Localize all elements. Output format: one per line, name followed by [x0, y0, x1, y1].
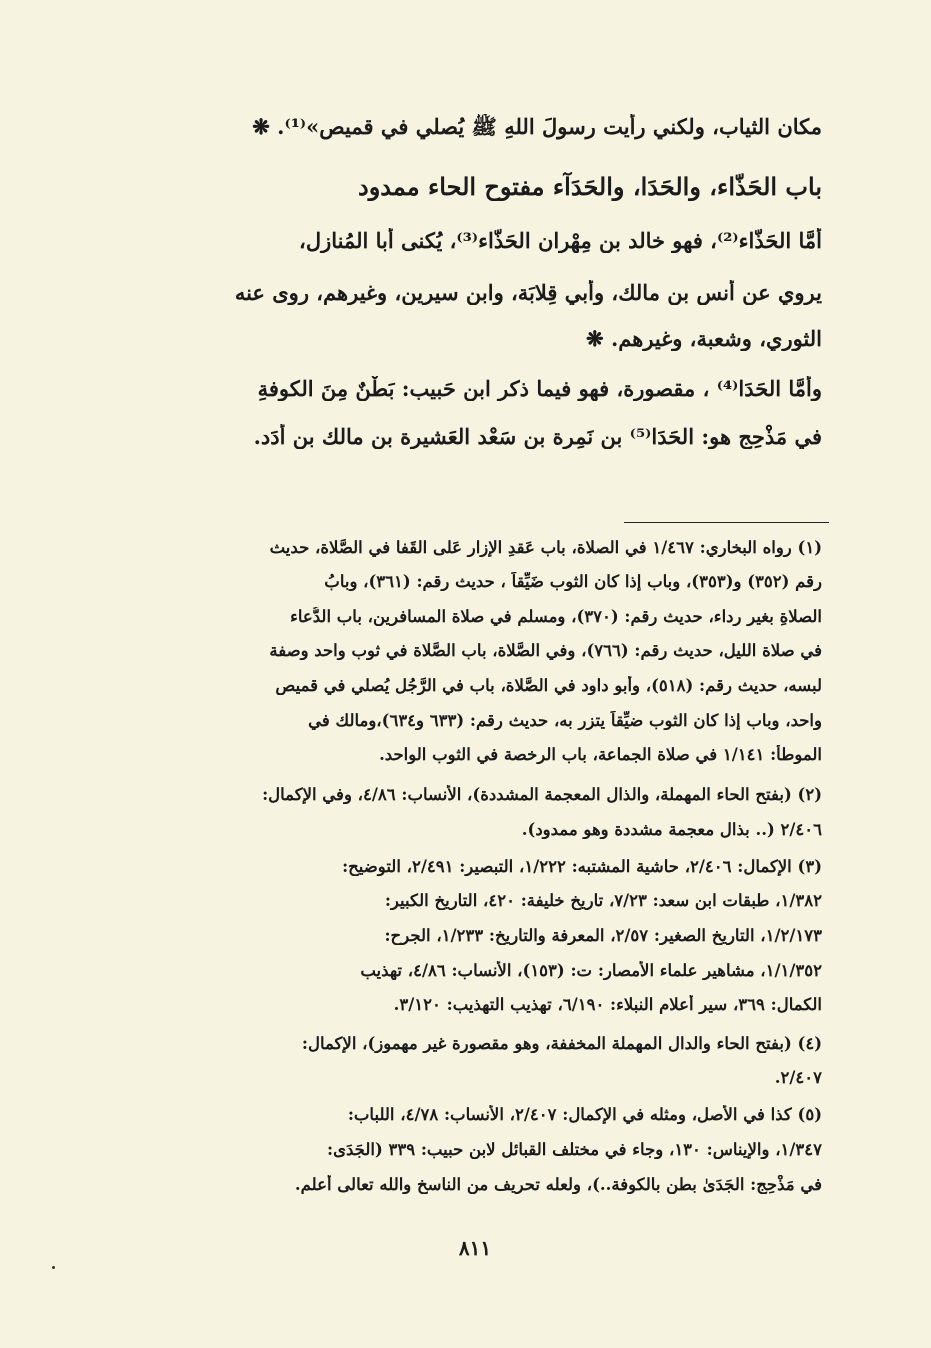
- footnote-line: (٢) (بفتح الحاء المهملة، والذال المعجمة المشددة)، الأنساب: ٤/٨٦، وفي الإكمال:: [262, 785, 822, 804]
- footnote-line: (١) رواه البخاري: ١/٤٦٧ في الصلاة، باب عَقدِ الإزار عَلى القَفا في الصَّلاة، حديث: [269, 538, 822, 557]
- footnote-line: (٣) الإكمال: ٢/٤٠٦، حاشية المشتبه: ١/٢٢٢، التبصير: ٢/٤٩١، التوضيح:: [342, 857, 822, 876]
- footnote-line: الموطأ: ١/١٤١ في صلاة الجماعة، باب الرخصة في الثوب الواحد.: [379, 745, 822, 764]
- footnote-line: رقم (٣٥٢) و(٣٥٣)، وباب إذا كان الثوب ضَيِّقاً ، حديث رقم: (٣٦١)، وبابُ: [324, 572, 822, 591]
- footnote-line: في مَذْحِج: الجَدَىٰ بطن بالكوفة..)، ولعله تحريف من الناسخ والله تعالى أعلم.: [294, 1175, 822, 1194]
- text-line: أمَّا الحَذّاء⁽²⁾، فهو خالد بن مِهْران الحَذّاء⁽³⁾، يُكنى أبا المُنازِل،: [299, 228, 822, 253]
- footnote-line: ١/٢/١٧٣، التاريخ الصغير: ٢/٥٧، المعرفة والتاريخ: ١/٢٣٣، الجرح:: [384, 926, 822, 945]
- text-line: يروي عن أنس بن مالك، وأبي قِلابَة، وابن سيرين، وغيرهم، روى عنه: [234, 280, 822, 305]
- text-line: مكان الثياب، ولكني رأيت رسولَ اللهِ ﷺ يُصلي في قميص»⁽¹⁾. ❋: [252, 114, 822, 139]
- page-speck: [52, 1266, 55, 1269]
- text-line: وأمَّا الحَدَا⁽⁴⁾ ، مقصورة، فهو فيما ذكر ابن حَبيب: بَطْنٌ مِنَ الكوفةِ: [257, 376, 822, 401]
- page-number: ٨١١: [458, 1236, 492, 1260]
- section-heading: باب الحَذّاء، والحَدَا، والحَدَآء مفتوح الحاء ممدود: [358, 172, 822, 201]
- footnote-line: ١/٣٨٢، طبقات ابن سعد: ٧/٢٣، تاريخ خليفة: ٤٢٠، التاريخ الكبير:: [384, 891, 822, 910]
- footnote-divider: [624, 522, 829, 523]
- footnote-line: ١/١/٣٥٢، مشاهير علماء الأمصار: ت: (١٥٣)، الأنساب: ٤/٨٦، تهذيب: [360, 961, 822, 980]
- text-line: في مَذْحِج هو: الحَدَا⁽⁵⁾ بن نَمِرة بن سَعْد العَشيرة بن مالك بن أُدَد.: [253, 424, 822, 449]
- footnote-line: (٥) كذا في الأصل، ومثله في الإكمال: ٢/٤٠٧، الأنساب: ٤/٧٨، اللباب:: [347, 1105, 822, 1124]
- footnote-line: (٤) (بفتح الحاء والدال المهملة المخففة، وهو مقصورة غير مهموز)، الإكمال:: [301, 1034, 822, 1053]
- footnote-line: في صلاة الليل، حديث رقم: (٧٦٦)، وفي الصَّلاة، باب الصَّلاة في ثوب واحد وصفة: [269, 641, 822, 660]
- footnote-line: الصلاةِ بغير رداء، حديث رقم: (٣٧٠)، ومسلم في صلاة المسافرين، باب الدُّعاء: [290, 607, 822, 626]
- footnote-line: ٢/٤٠٧.: [774, 1068, 822, 1087]
- footnote-line: واحد، وباب إذا كان الثوب ضيِّقاً يتزر به، حديث رقم: (٦٣٣ و٦٣٤)،ومالك في: [308, 711, 822, 730]
- footnote-line: ١/٣٤٧، والإيناس: ١٣٠، وجاء في مختلف القبائل لابن حبيب: ٣٣٩ (الجَدَى:: [327, 1140, 822, 1159]
- footnote-line: الكمال: ٣٦٩، سير أعلام النبلاء: ٦/١٩٠، تهذيب التهذيب: ٣/١٢٠.: [393, 995, 822, 1014]
- text-line: الثوري، وشعبة، وغيرهم. ❋: [586, 326, 822, 351]
- footnote-line: لبسه، حديث رقم: (٥١٨)، وأبو داود في الصَّلاة، باب في الرَّجُل يُصلي في قميص: [275, 676, 822, 695]
- footnote-line: ٢/٤٠٦ (.. بذال معجمة مشددة وهو ممدود).: [521, 820, 822, 839]
